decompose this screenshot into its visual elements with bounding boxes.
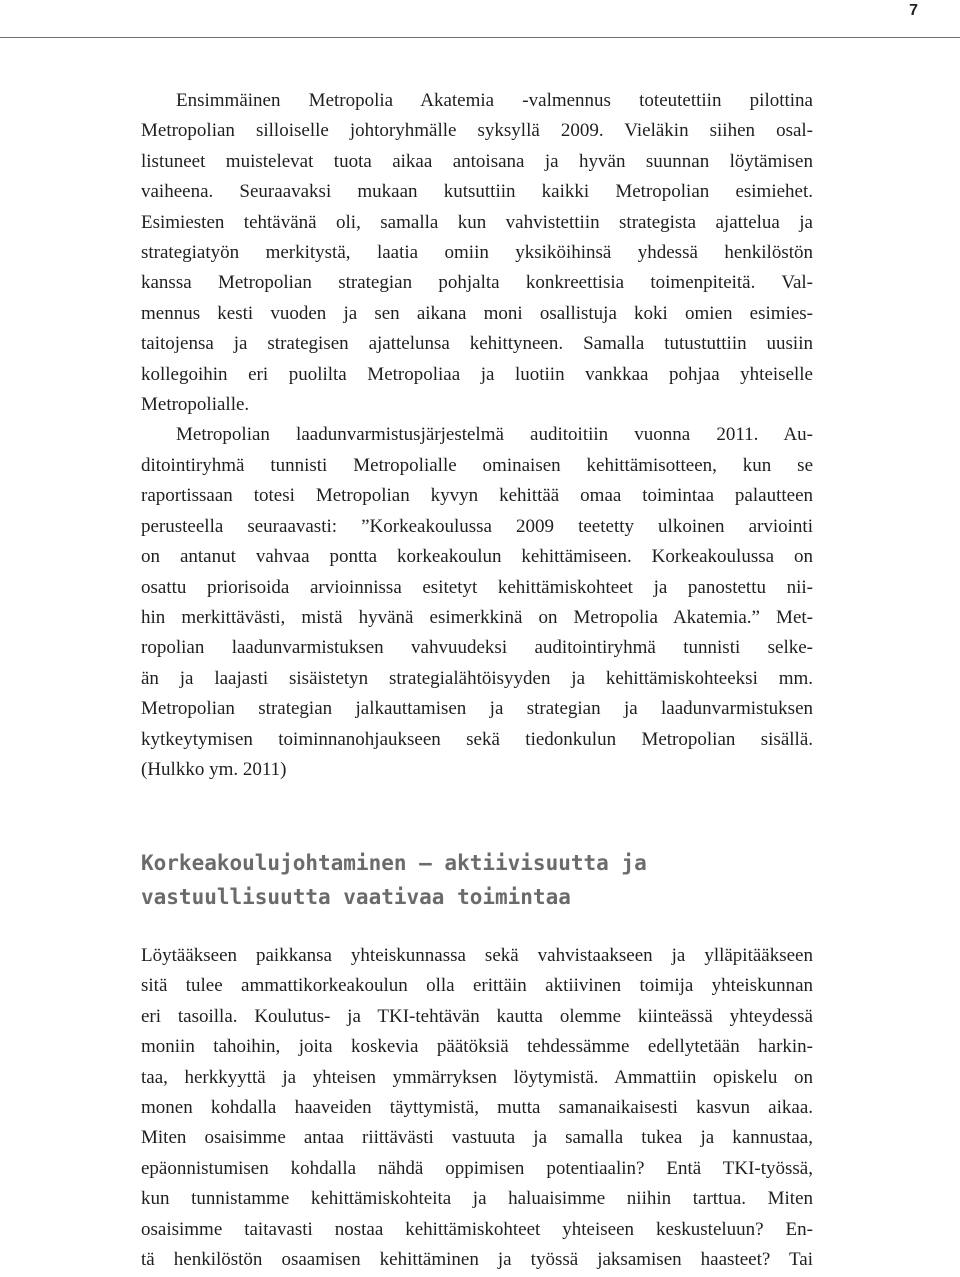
text-line: mennus kesti vuoden ja sen aikana moni osallistuja koki omien esimies- — [141, 302, 813, 324]
text-line: monen kohdalla haaveiden täyttymistä, mutta samanaikaisesti kasvun aikaa. — [141, 1097, 813, 1119]
text-line: Esimiesten tehtävänä oli, samalla kun vahvistettiin strategista ajattelua ja — [141, 211, 813, 233]
text-line: än ja laajasti sisäistetyn strategialähtöisyyden ja kehittämiskohteeksi mm. — [141, 667, 813, 689]
text-line: tä henkilöstön osaamisen kehittäminen ja työssä jaksamisen haasteet? Tai — [141, 1249, 813, 1271]
text-line: eri tasoilla. Koulutus- ja TKI-tehtävän kautta olemme kiinteässä yhteydessä — [141, 1005, 813, 1027]
text-line: Metropolian silloiselle johtoryhmälle syksyllä 2009. Vieläkin siihen osal- — [141, 120, 813, 142]
text-line: Miten osaisimme antaa riittävästi vastuuta ja samalla tukea ja kannustaa, — [141, 1127, 813, 1149]
text-line: ditointiryhmä tunnisti Metropolialle ominaisen kehittämisotteen, kun se — [141, 454, 813, 476]
text-line: osaisimme taitavasti nostaa kehittämiskohteet yhteiseen keskusteluun? En- — [141, 1218, 813, 1240]
text-line: ropolian laadunvarmistuksen vahvuudeksi auditointiryhmä tunnisti selke- — [141, 637, 813, 659]
section-heading-line: vastuullisuutta vaativaa toimintaa — [141, 885, 571, 909]
text-line: Metropolian laadunvarmistusjärjestelmä auditoitiin vuonna 2011. Au- — [176, 424, 813, 446]
section-heading-line: Korkeakoulujohtaminen – aktiivisuutta ja — [141, 851, 647, 875]
text-line: Ensimmäinen Metropolia Akatemia -valmennus toteutettiin pilottina — [176, 90, 813, 111]
text-line: taa, herkkyyttä ja yhteisen ymmärryksen löytymistä. Ammattiin opiskelu on — [141, 1066, 813, 1088]
text-line: strategiatyön merkitystä, laatia omiin yksiköihinsä yhdessä henkilöstön — [141, 242, 813, 264]
paragraph-metropolia-akatemia — [141, 86, 813, 420]
text-line: kytkeytymisen toiminnanohjaukseen sekä tiedonkulun Metropolian sisällä. — [141, 728, 813, 750]
text-line: on antanut vahvaa pontta korkeakoulun kehittämiseen. Korkeakoulussa on — [141, 546, 813, 568]
text-line: kun tunnistamme kehittämiskohteita ja haluaisimme niihin tarttua. Miten — [141, 1188, 813, 1210]
text-line: moniin tahoihin, joita koskevia päätöksiä tehdessämme edellytetään harkin- — [141, 1036, 813, 1058]
text-line: sitä tulee ammattikorkeakoulun olla erittäin aktiivinen toimija yhteiskunnan — [141, 975, 813, 997]
text-line: Löytääkseen paikkansa yhteiskunnassa sekä vahvistaakseen ja ylläpitääkseen — [141, 945, 813, 966]
text-line: Metropolialle. — [141, 394, 250, 416]
paragraph-korkeakoulujohtaminen — [141, 941, 813, 1275]
text-line: raportissaan totesi Metropolian kyvyn kehittää omaa toimintaa palautteen — [141, 485, 813, 507]
paragraph-auditointi — [141, 420, 813, 785]
text-line: taitojensa ja strategisen ajattelunsa kehittyneen. Samalla tutustuttiin uusiin — [141, 333, 813, 355]
text-line: kanssa Metropolian strategian pohjalta konkreettisia toimenpiteitä. Val- — [141, 272, 813, 294]
text-line: osattu priorisoida arvioinnissa esitetyt kehittämiskohteet ja panostettu nii- — [141, 576, 813, 598]
text-line: vaiheena. Seuraavaksi mukaan kutsuttiin kaikki Metropolian esimiehet. — [141, 181, 813, 203]
text-line: kollegoihin eri puolilta Metropoliaa ja luotiin vankkaa pohjaa yhteiselle — [141, 363, 813, 385]
body-text-top — [141, 86, 813, 785]
text-line: listuneet muistelevat tuota aikaa antoisana ja hyvän suunnan löytämisen — [141, 150, 813, 172]
text-line: (Hulkko ym. 2011) — [141, 758, 287, 780]
text-line: Metropolian strategian jalkauttamisen ja strategian ja laadunvarmistuksen — [141, 698, 813, 720]
text-line: perusteella seuraavasti: ”Korkeakoulussa 2009 teetetty ulkoinen arviointi — [141, 515, 813, 537]
page-number: 7 — [909, 2, 918, 19]
section-heading — [141, 846, 813, 914]
text-line: hin merkittävästi, mistä hyvänä esimerkkinä on Metropolia Akatemia.” Met- — [141, 606, 813, 628]
text-line: epäonnistumisen kohdalla nähdä oppimisen potentiaalin? Entä TKI-työssä, — [141, 1157, 813, 1179]
body-text-bottom — [141, 941, 813, 1275]
header-rule — [0, 37, 960, 38]
